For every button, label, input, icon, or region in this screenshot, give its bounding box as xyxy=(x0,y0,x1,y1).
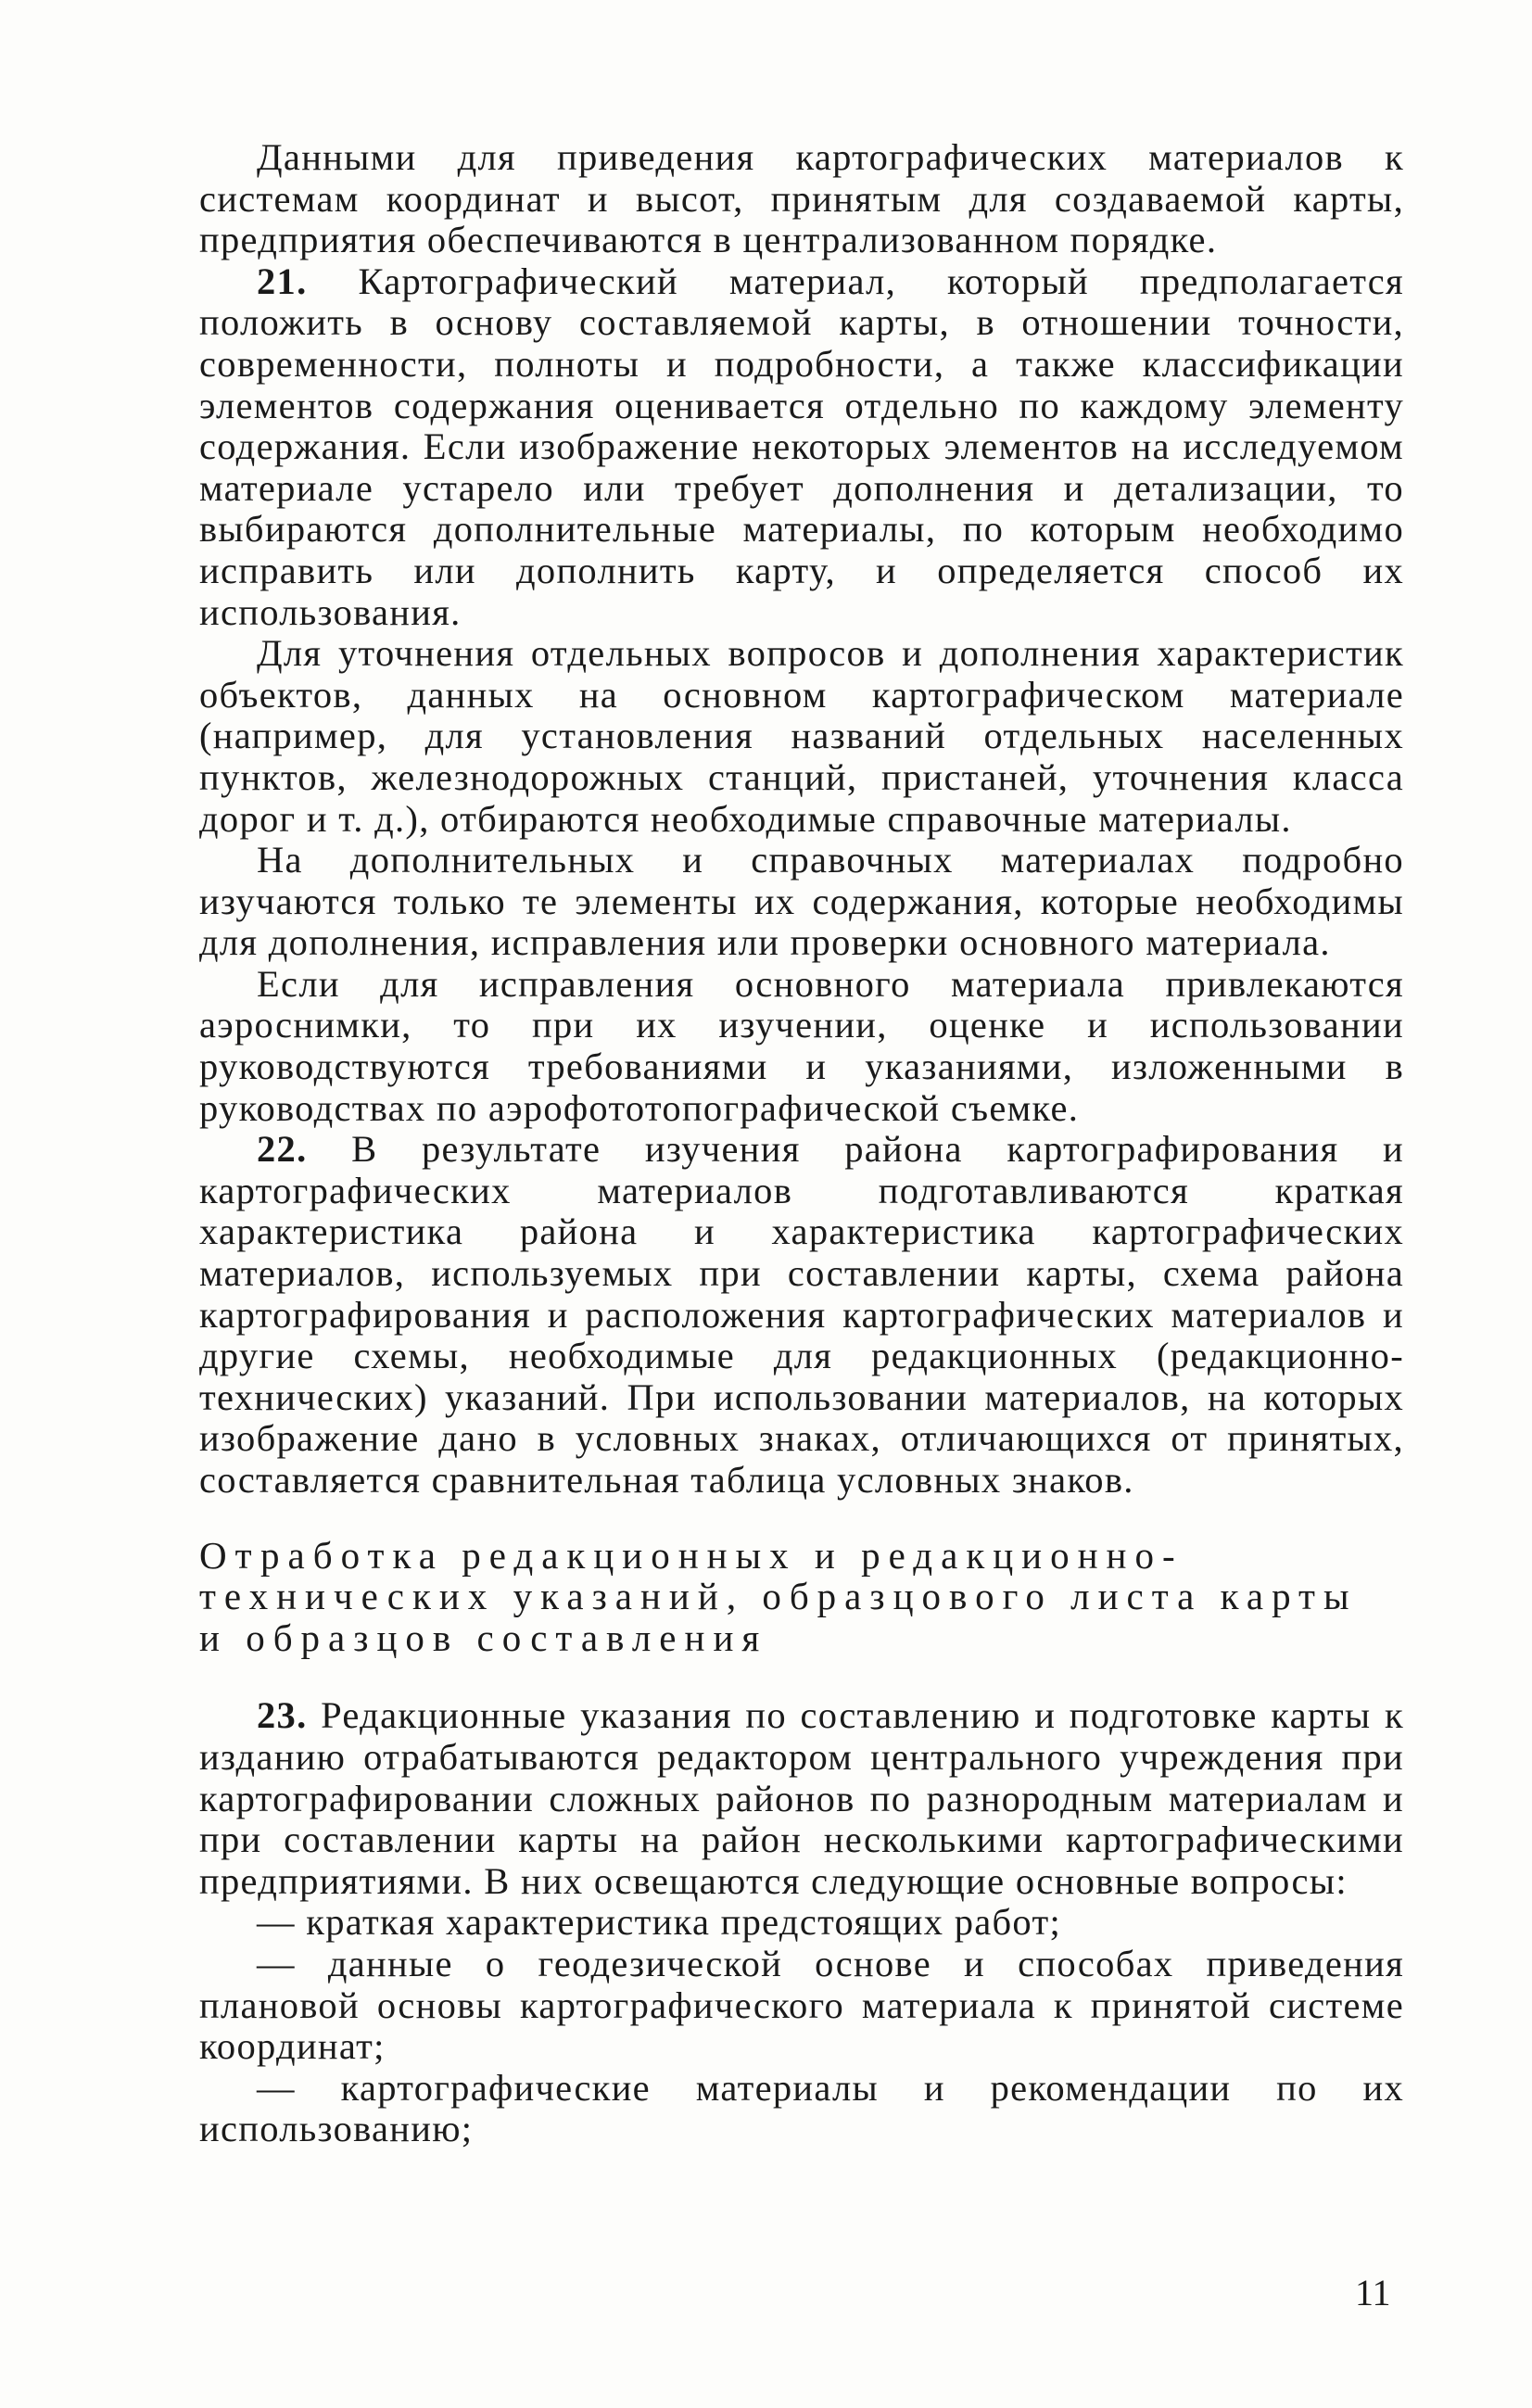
heading-line: Отработка редакционных и редакционно- xyxy=(199,1533,1184,1577)
list-item: — данные о геодезической основе и способах приведения плановой основы картографического материала к принятой системе координат; xyxy=(199,1942,1404,2068)
paragraph-21 xyxy=(199,261,1404,633)
paragraph: Для уточнения отдельных вопросов и дополнения характеристик объектов, данных на основном картографическом материале (например, для установления названий отдельных населенных пунктов, железнодорожных станций, пристаней, уточнения класса дорог и т. д.), отбираются необходимые справочные материалы. xyxy=(199,632,1404,840)
paragraph-22 xyxy=(199,1129,1404,1501)
paragraph-23 xyxy=(199,1695,1404,1902)
paragraph: На дополнительных и справочных материалах подробно изучаются только те элементы их содержания, которые необходимы для дополнения, исправления или проверки основного материала. xyxy=(199,839,1404,964)
clause-number: 23. xyxy=(257,1694,308,1737)
paragraph-text: В результате изучения района картографирования и картографических материалов подготавливаются краткая характеристика района и характеристика картографических материалов, используемых при составлении карты, схема района картографирования и расположения картографических материалов и другие схемы, необходимые для редакционных (редакционно-технических) указаний. При использовании материалов, на которых изображение дано в условных знаках, отличающихся от принятых, составляется сравнительная таблица условных знаков. xyxy=(199,1128,1404,1501)
paragraph-text: Картографический материал, который предполагается положить в основу составляемой карты, в отношении точности, современности, полноты и подробности, а также классификации элементов содержания оценивается отдельно по каждому элементу содержания. Если изображение некоторых элементов на исследуемом материале устарело или требует дополнения и детализации, то выбираются дополнительные материалы, по которым необходимо исправить или дополнить карту, и определяется способ их использования. xyxy=(199,260,1404,633)
list-item: — краткая характеристика предстоящих работ; xyxy=(257,1901,1061,1944)
heading-line: технических указаний, образцового листа карты xyxy=(199,1575,1358,1618)
clause-number: 21. xyxy=(257,260,308,302)
page-number: 11 xyxy=(1355,2272,1391,2313)
heading-line: и образцов составления xyxy=(199,1616,768,1659)
clause-number: 22. xyxy=(257,1128,308,1171)
paragraph: Данными для приведения картографических материалов к системам координат и высот, принятым для создаваемой карты, предприятия обеспечиваются в централизованном порядке. xyxy=(199,136,1404,261)
paragraph-text: Редакционные указания по составлению и подготовке карты к изданию отрабатываются редактором центрального учреждения при картографировании сложных районов по разнородным материалам и при составлении карты на район несколькими картографическими предприятиями. В них освещаются следующие основные вопросы: xyxy=(199,1694,1404,1902)
body-text xyxy=(199,137,1404,2150)
list-item: — картографические материалы и рекомендации по их использованию; xyxy=(199,2066,1404,2150)
section-heading xyxy=(199,1535,1404,1659)
paragraph: Если для исправления основного материала привлекаются аэроснимки, то при их изучении, оценке и использовании руководствуются требованиями и указаниями, изложенными в руководствах по аэрофототопографической съемке. xyxy=(199,962,1404,1129)
